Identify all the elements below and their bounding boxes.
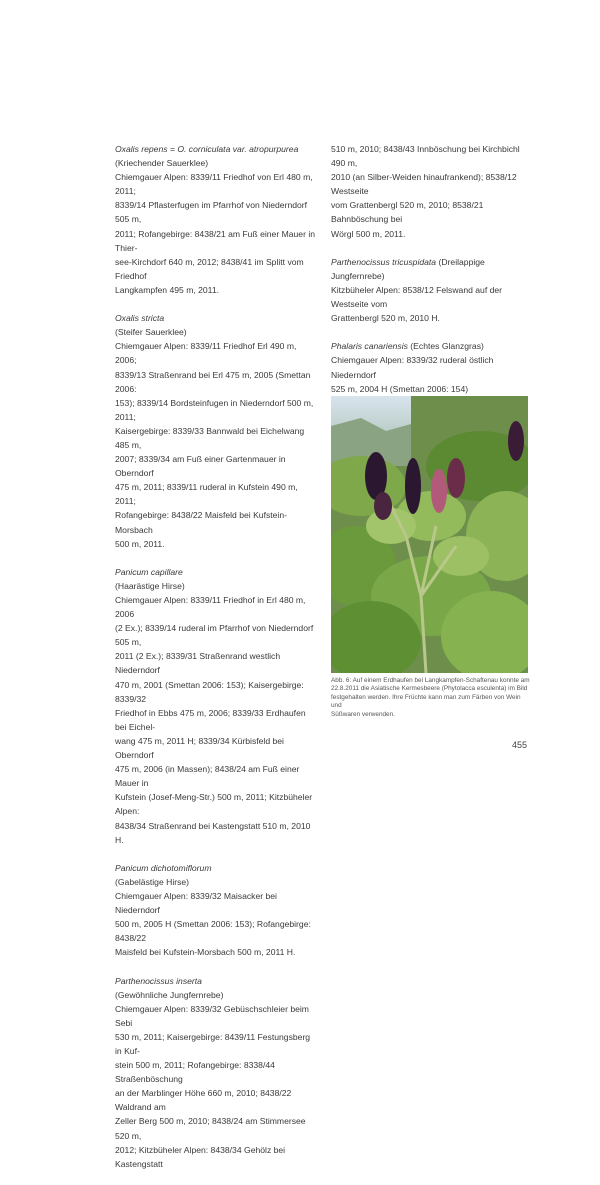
species-common-name: (Gabelästige Hirse)	[115, 876, 190, 887]
record-line: 2010 (an Silber-Weiden hinaufrankend); 8538/12 Westseite	[331, 172, 517, 197]
record-line: Chiemgauer Alpen: 8339/32 Maisacker bei Niederndorf	[115, 890, 277, 916]
figure-caption	[331, 677, 531, 719]
record-line: Friedhof in Ebbs 475 m, 2006; 8339/33 Erdhaufen bei Eichel-	[115, 707, 306, 732]
species-entry	[115, 861, 315, 960]
record-line: 525 m, 2004 H (Smettan 2006: 154)	[331, 383, 469, 394]
species-heading	[115, 974, 315, 988]
record-line: 2007; 8339/34 am Fuß einer Gartenmauer in Oberndorf	[115, 454, 286, 479]
record-line: Chiemgauer Alpen: 8339/32 Gebüschschleier beim Sebi	[115, 1003, 309, 1028]
record-line: Zeller Berg 500 m, 2010; 8438/24 am Stimmersee 520 m,	[115, 1116, 306, 1141]
species-name: Panicum dichotomiflorum	[115, 862, 212, 873]
record-line: see-Kirchdorf 640 m, 2012; 8438/41 im Splitt vom Friedhof	[115, 256, 304, 281]
record-line: 8339/14 Pflasterfugen im Pfarrhof von Niederndorf 505 m,	[115, 200, 308, 225]
left-column	[115, 142, 315, 1185]
species-common-name: (Haarästige Hirse)	[115, 580, 185, 591]
species-heading	[331, 339, 536, 353]
record-line: vom Grattenbergl 520 m, 2010; 8538/21 Bahnböschung bei	[331, 200, 484, 225]
species-heading	[115, 861, 315, 875]
record-line: stein 500 m, 2011; Rofangebirge: 8338/44 Straßenböschung	[115, 1060, 275, 1085]
species-entry	[115, 974, 315, 1171]
record-line: 510 m, 2010; 8438/43 Innböschung bei Kirchbichl 490 m,	[331, 144, 520, 169]
record-line: 2012; Kitzbüheler Alpen: 8438/34 Gehölz bei Kastengstatt	[115, 1144, 286, 1169]
record-line: Maisfeld bei Kufstein-Morsbach 500 m, 2011 H.	[115, 947, 296, 958]
species-entry	[115, 311, 315, 551]
species-heading	[115, 311, 315, 325]
caption-line: festgehalten werden. Ihre Früchte kann man zum Färben von Wein und	[331, 693, 521, 710]
record-line: 2011; Rofangebirge: 8438/21 am Fuß einer Mauer in Thier-	[115, 228, 316, 253]
species-heading	[115, 565, 315, 579]
record-line: 470 m, 2001 (Smettan 2006: 153); Kaisergebirge: 8339/32	[115, 679, 304, 704]
caption-line: 22.8.2011 die Asiatische Kermesbeere (Phytolacca esculenta) im Bild	[331, 685, 528, 693]
species-heading	[331, 255, 536, 283]
record-line: 530 m, 2011; Kaisergebirge: 8439/11 Festungsberg in Kuf-	[115, 1031, 311, 1056]
record-line: Chiemgauer Alpen: 8339/11 Friedhof von Erl 480 m, 2011;	[115, 172, 313, 197]
record-line: 500 m, 2011.	[115, 538, 165, 549]
record-line: Chiemgauer Alpen: 8339/11 Friedhof Erl 490 m, 2006;	[115, 341, 297, 366]
record-line: Kaisergebirge: 8339/33 Bannwald bei Eichelwang 485 m,	[115, 425, 305, 450]
species-entry	[331, 255, 536, 325]
species-common-name: (Echtes Glanzgras)	[410, 341, 484, 352]
record-line: an der Marblinger Höhe 660 m, 2010; 8438/22 Waldrand am	[115, 1088, 292, 1113]
record-line: wang 475 m, 2011 H; 8339/34 Kürbisfeld bei Oberndorf	[115, 735, 284, 761]
record-line: Chiemgauer Alpen: 8339/11 Friedhof in Erl 480 m, 2006	[115, 595, 306, 620]
record-line: Rofangebirge: 8438/22 Maisfeld bei Kufstein-Morsbach	[115, 510, 287, 535]
record-line: Grattenbergl 520 m, 2010 H.	[331, 313, 440, 324]
record-line: Wörgl 500 m, 2011.	[331, 228, 406, 239]
plant-photo	[331, 396, 528, 673]
record-line: Kufstein (Josef-Meng-Str.) 500 m, 2011; Kitzbüheler Alpen:	[115, 792, 313, 817]
species-name: Parthenocissus inserta	[115, 975, 202, 986]
record-line: Chiemgauer Alpen: 8339/32 ruderal östlich Niederndorf	[331, 355, 494, 380]
record-line: 2011 (2 Ex.); 8339/31 Straßenrand westlich Niederndorf	[115, 651, 281, 676]
species-name: Oxalis stricta	[115, 313, 165, 324]
species-name: Phalaris canariensis	[331, 341, 408, 352]
species-common-name: (Dreilappige Jungfernrebe)	[331, 256, 485, 281]
caption-line: Süßwaren verwenden.	[331, 710, 395, 718]
species-entry	[115, 142, 315, 297]
page-number: 455	[512, 740, 528, 750]
species-heading	[115, 142, 315, 156]
record-line: (2 Ex.); 8339/14 ruderal im Pfarrhof von Niederndorf 505 m,	[115, 623, 314, 648]
species-entry	[115, 565, 315, 847]
record-line: 500 m, 2005 H (Smettan 2006: 153); Rofangebirge: 8438/22	[115, 919, 311, 944]
record-line: 8438/34 Straßenrand bei Kastengstatt 510 m, 2010 H.	[115, 820, 311, 845]
species-entry-continued	[331, 142, 536, 241]
record-line: Langkampfen 495 m, 2011.	[115, 284, 219, 295]
species-common-name: (Steifer Sauerklee)	[115, 327, 187, 338]
species-name: Panicum capillare	[115, 566, 183, 577]
record-line: 475 m, 2011; 8339/11 ruderal in Kufstein 490 m, 2011;	[115, 482, 298, 507]
record-line: 8339/13 Straßenrand bei Erl 475 m, 2005 (Smettan 2006:	[115, 369, 311, 394]
species-common-name: (Gewöhnliche Jungfernrebe)	[115, 989, 224, 1000]
species-name: Parthenocissus tricuspidata	[331, 256, 437, 267]
record-line: 153); 8339/14 Bordsteinfugen in Niederndorf 500 m, 2011;	[115, 397, 314, 422]
record-line: 475 m, 2006 (in Massen); 8438/24 am Fuß einer Mauer in	[115, 764, 300, 789]
pokeweed-illustration	[331, 396, 528, 673]
species-entry	[331, 339, 536, 395]
species-name: Oxalis repens = O. corniculata var. atropurpurea	[115, 144, 299, 154]
record-line: Kitzbüheler Alpen: 8538/12 Felswand auf der Westseite vom	[331, 284, 503, 310]
species-common-name: (Kriechender Sauerklee)	[115, 158, 209, 169]
caption-line: Abb. 6: Auf einem Erdhaufen bei Langkampfen-Schaftenau konnte am	[331, 677, 530, 684]
